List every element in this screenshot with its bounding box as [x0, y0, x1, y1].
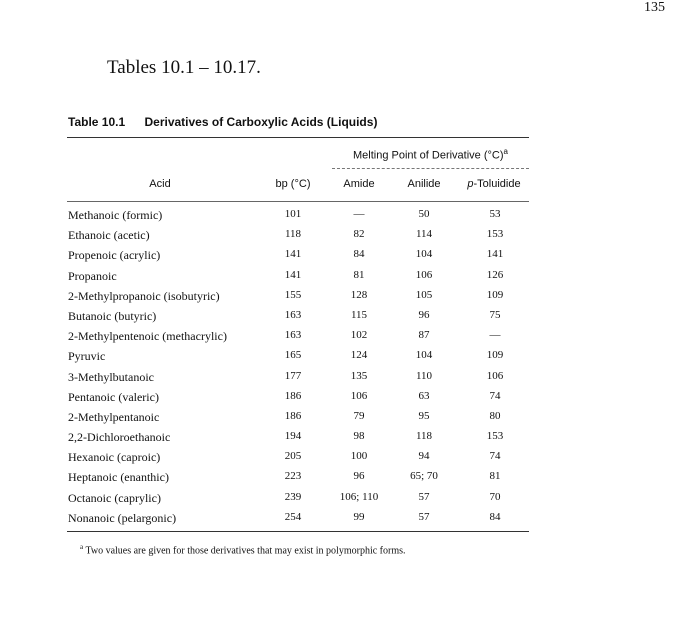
- toluidide-value: 74: [489, 389, 501, 402]
- acid-name: 2-Methylpentanoic: [68, 409, 160, 424]
- table-row: [0, 206, 700, 226]
- table-row: [0, 327, 700, 347]
- toluidide-value: 109: [486, 288, 504, 301]
- anilide-value: 94: [418, 450, 430, 463]
- anilide-value: 50: [418, 208, 430, 220]
- anilide-value: 57: [418, 510, 430, 523]
- group-header: [332, 147, 529, 162]
- footnote-marker: a: [80, 543, 84, 551]
- table-row: [0, 448, 700, 468]
- amide-value: 79: [353, 409, 365, 422]
- toluidide-value: 53: [489, 208, 501, 220]
- amide-value: 98: [353, 430, 365, 443]
- table-row: [0, 267, 700, 287]
- bp-value: 165: [284, 349, 302, 362]
- toluidide-value: 84: [489, 510, 501, 523]
- toluidide-value: 109: [486, 349, 504, 362]
- table-number: Table 10.1: [68, 115, 126, 129]
- table-footnote: [80, 543, 406, 556]
- anilide-value: 110: [415, 369, 433, 382]
- acid-name: 2-Methylpentenoic (methacrylic): [68, 329, 227, 344]
- anilide-value: 105: [415, 288, 433, 301]
- table-caption: [68, 115, 377, 129]
- page-heading: Tables 10.1 – 10.17.: [107, 57, 261, 78]
- bp-value: 177: [284, 369, 302, 382]
- acid-name: Propanoic: [68, 268, 117, 283]
- table-body: [0, 206, 700, 529]
- amide-value: —: [353, 208, 365, 220]
- toluidide-value: 141: [486, 248, 504, 261]
- column-header-anilide: Anilide: [407, 178, 441, 190]
- table-header-rule: [67, 201, 529, 202]
- column-header-bp: bp (°C): [275, 178, 311, 190]
- anilide-value: 65; 70: [410, 470, 438, 483]
- amide-value: 81: [353, 268, 365, 281]
- acid-name: Nonanoic (pelargonic): [68, 510, 177, 525]
- anilide-value: 96: [418, 308, 430, 321]
- toluidide-value: 80: [489, 409, 501, 422]
- amide-value: 96: [353, 470, 365, 483]
- toluidide-value: 153: [486, 228, 504, 241]
- bp-value: 194: [284, 430, 302, 443]
- amide-value: 82: [353, 228, 365, 241]
- anilide-value: 104: [415, 248, 433, 261]
- bp-value: 186: [284, 389, 302, 402]
- toluidide-value: 106: [486, 369, 504, 382]
- table-row: [0, 246, 700, 266]
- table-row: [0, 509, 700, 529]
- acid-name: Butanoic (butyric): [68, 308, 157, 323]
- toluidide-value: 75: [489, 308, 501, 321]
- toluidide-prefix: p: [467, 178, 474, 190]
- group-header-footnote-marker: a: [503, 147, 508, 156]
- anilide-value: 95: [418, 409, 430, 422]
- acid-name: Propenoic (acrylic): [68, 248, 161, 263]
- bp-value: 141: [284, 248, 302, 261]
- toluidide-value: 70: [489, 490, 501, 503]
- toluidide-value: 81: [489, 470, 501, 483]
- anilide-value: 104: [415, 349, 433, 362]
- amide-value: 106: [350, 389, 368, 402]
- anilide-value: 114: [415, 228, 433, 241]
- toluidide-value: 153: [486, 430, 504, 443]
- bp-value: 239: [284, 490, 302, 503]
- acid-name: Octanoic (caprylic): [68, 490, 161, 505]
- bp-value: 163: [284, 329, 302, 342]
- amide-value: 128: [350, 288, 368, 301]
- bp-value: 223: [284, 470, 302, 483]
- page-number: 135: [644, 0, 665, 15]
- acid-name: Hexanoic (caproic): [68, 450, 161, 465]
- bp-value: 141: [284, 268, 302, 281]
- bp-value: 118: [284, 228, 302, 241]
- table-row: [0, 428, 700, 448]
- anilide-value: 106: [415, 268, 433, 281]
- toluidide-value: —: [489, 329, 501, 342]
- amide-value: 84: [353, 248, 365, 261]
- bp-value: 101: [284, 208, 302, 220]
- acid-name: 2,2-Dichloroethanoic: [68, 430, 171, 445]
- column-header-acid: Acid: [149, 178, 171, 190]
- table-row: [0, 287, 700, 307]
- acid-name: Methanoic (formic): [68, 208, 163, 222]
- table-row: [0, 408, 700, 428]
- acid-name: Heptanoic (enanthic): [68, 470, 169, 485]
- bp-value: 186: [284, 409, 302, 422]
- toluidide-suffix: -Toluidide: [473, 178, 521, 190]
- table-row: [0, 226, 700, 246]
- acid-name: 3-Methylbutanoic: [68, 369, 154, 384]
- bp-value: 254: [284, 510, 302, 523]
- group-header-dashed-rule: [332, 168, 529, 169]
- anilide-value: 118: [415, 430, 433, 443]
- acid-name: Ethanoic (acetic): [68, 228, 150, 243]
- table-row: [0, 388, 700, 408]
- table-row: [0, 489, 700, 509]
- bp-value: 163: [284, 308, 302, 321]
- amide-value: 106; 110: [339, 490, 379, 503]
- anilide-value: 87: [418, 329, 430, 342]
- amide-value: 124: [350, 349, 368, 362]
- amide-value: 102: [350, 329, 368, 342]
- table-row: [0, 307, 700, 327]
- column-header-toluidide: [456, 178, 532, 190]
- bp-value: 155: [284, 288, 302, 301]
- amide-value: 100: [350, 450, 368, 463]
- column-header-amide: Amide: [343, 178, 375, 190]
- table-row: [0, 347, 700, 367]
- group-header-label: Melting Point of Derivative (°C): [353, 149, 504, 162]
- acid-name: 2-Methylpropanoic (isobutyric): [68, 288, 220, 303]
- table-bottom-rule: [67, 531, 529, 532]
- amide-value: 115: [350, 308, 368, 321]
- footnote-text: Two values are given for those derivatives that may exist in polymorphic forms.: [85, 545, 406, 557]
- amide-value: 99: [353, 510, 365, 523]
- amide-value: 135: [350, 369, 368, 382]
- table-top-rule: [67, 137, 529, 138]
- toluidide-value: 126: [486, 268, 504, 281]
- anilide-value: 57: [418, 490, 430, 503]
- table-row: [0, 468, 700, 488]
- bp-value: 205: [284, 450, 302, 463]
- toluidide-value: 74: [489, 450, 501, 463]
- acid-name: Pyruvic: [68, 349, 106, 364]
- table-row: [0, 368, 700, 388]
- table-title: Derivatives of Carboxylic Acids (Liquids): [144, 115, 378, 129]
- acid-name: Pentanoic (valeric): [68, 389, 159, 404]
- anilide-value: 63: [418, 389, 430, 402]
